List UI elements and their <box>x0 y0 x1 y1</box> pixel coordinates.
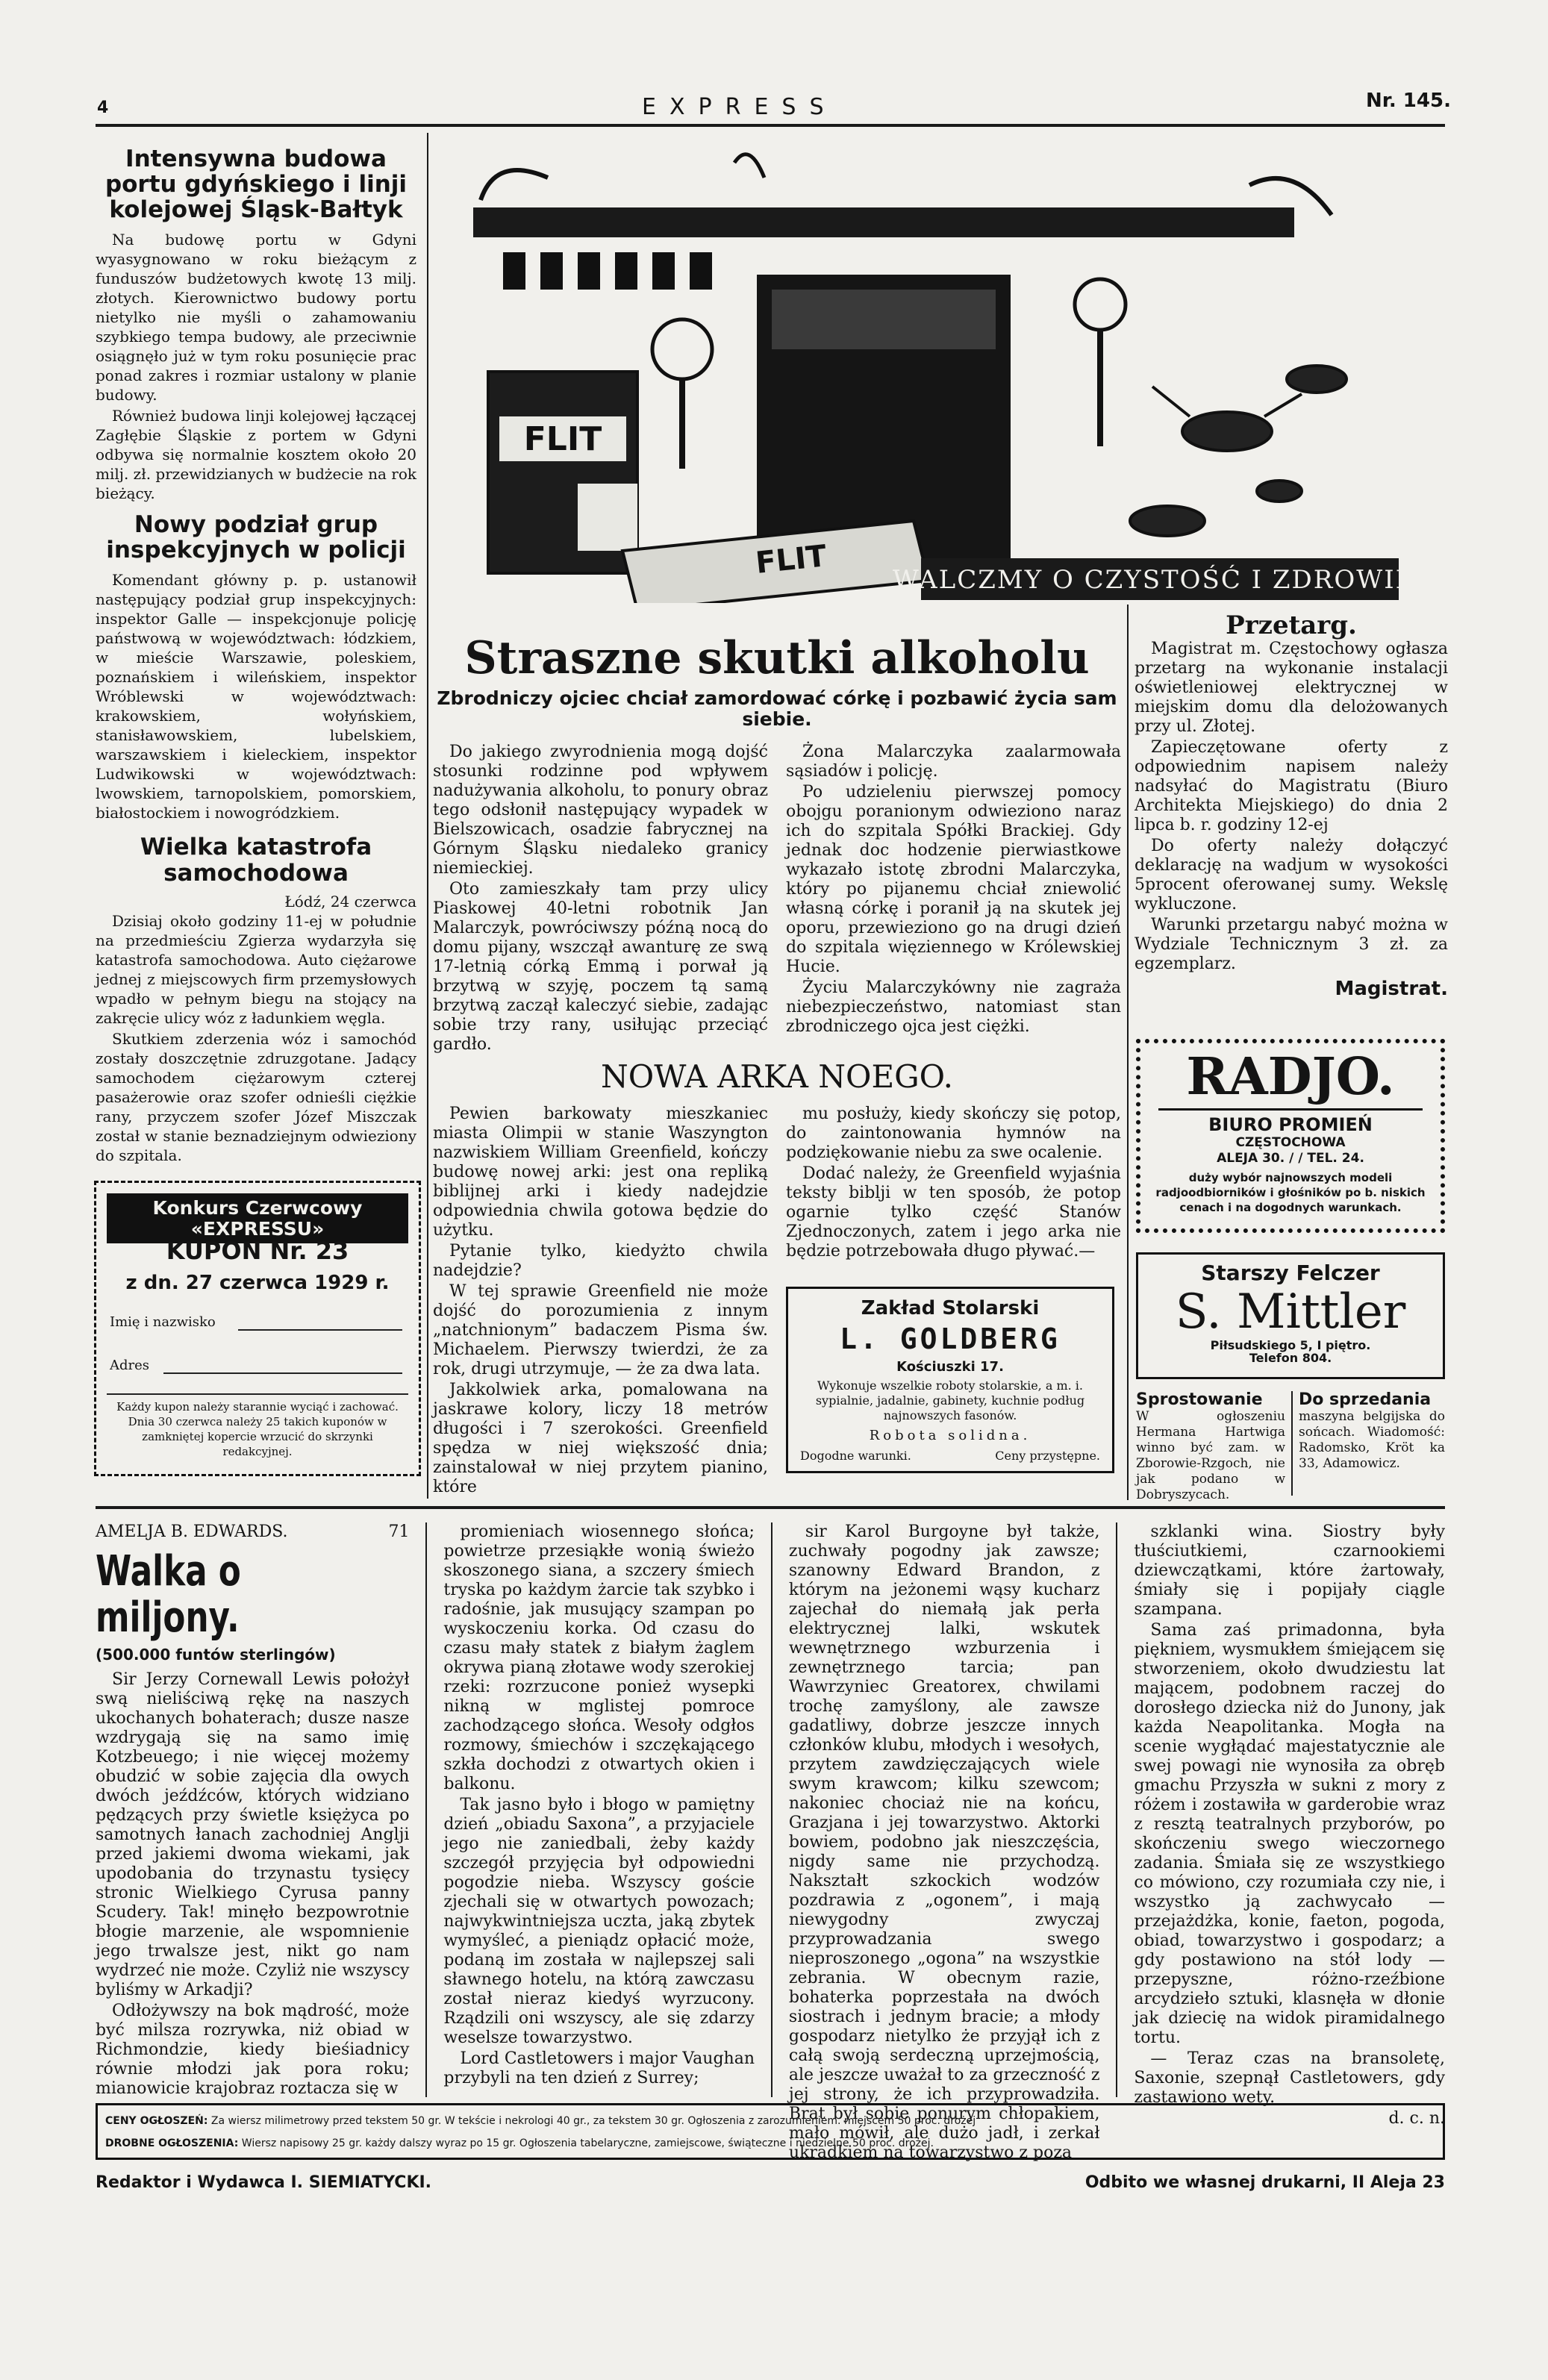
article-alcohol-subtitle: Zbrodniczy ojciec chciał zamordować córkę i pozbawić życia sam siebie. <box>437 687 1117 730</box>
coupon-address-label: Adres <box>110 1358 150 1373</box>
column-rule <box>427 133 428 1499</box>
paragraph: Pytanie tylko, kiedyżto chwila nadejdzie? <box>433 1242 768 1281</box>
flit-illustration <box>436 133 1406 603</box>
column-rule <box>1116 1522 1117 2097</box>
ad-felczer-address: Piłsudskiego 5, I piętro. <box>1210 1337 1371 1352</box>
article-crash-body <box>96 911 416 1165</box>
ad-radio-text: duży wybór najnowszych modeli radjoodbiorników i głośników po b. niskich cenach i na dogodnych warunkach. <box>1155 1170 1426 1214</box>
coupon-name-line[interactable] <box>238 1329 402 1331</box>
paragraph: Do jakiego zwyrodnienia mogą dojść stosunki rodzinne pod wpływem nadużywania alkoholu, to ponury obraz tego odsłonił następujący wypadek w Bielszowicach, osadzie fabrycznej na Górnym Śląsku niedaleko granicy niemieckiej. <box>433 743 768 878</box>
paragraph: Lord Castletowers i major Vaughan przybyli na ten dzień z Surrey; <box>443 2049 755 2087</box>
flit-slogan: WALCZMY O CZYSTOŚĆ I ZDROWIE! <box>892 565 1406 595</box>
article-alcohol <box>433 633 1121 1056</box>
paragraph: Po udzieleniu pierwszej pomocy obojgu poranionym odwieziono naraz ich do szpitala Spółki Brackiej. Gdy jednak doc hodzenie pierwiastkowe wykazało istotę zbrodni Malarczyka, który po pijanemu chciał zniewolić własną córkę i poranił ją na skutek jej oporu, przewieziono go na drugi dzień do szpitala więziennego w Królewskiej Hucie. <box>786 783 1121 976</box>
coupon-divider <box>107 1393 408 1395</box>
serial-col-1-text <box>96 1670 409 2099</box>
ad-carpentry-prices: Ceny przystępne. <box>995 1449 1100 1464</box>
column-rule <box>1291 1391 1293 1496</box>
ad-prices-label-1: CENY OGŁOSZEŃ: <box>105 2115 208 2127</box>
ad-carpentry <box>786 1287 1114 1473</box>
ad-felczer-phone: Telefon 804. <box>1249 1351 1332 1366</box>
ad-felczer-name: S. Mittler <box>1175 1284 1406 1340</box>
article-ark-title: NOWA ARKA NOEGO. <box>601 1058 953 1095</box>
paragraph: Odłożywszy na bok mądrość, może być milsza rozrywka, niż obiad w Richmondzie, kiedy bieśiadnicy równie młodzi jak pora roku; mianowicie krajobraz roztacza się w <box>96 2002 410 2099</box>
ad-carpentry-text: Wykonuje wszelkie roboty stolarskie, a m. i. sypialnie, jadalnie, gabinety, kuchnie podług najnowszych fasonów. <box>815 1378 1085 1423</box>
paragraph: Tak jasno było i błogo w pamiętny dzień „obiadu Saxona”, a przyjaciele jego nie zaniedbali, żeby każdy szczegół przyjęcia był odpowiedni pogodzie nieba. Wszyscy goście zjechali się w otwartych powozach; najwykwintniejsza uczta, jaką zbytek wymyśleć, a pieniądz opłacić może, podaną im została w najlepszej sali sławnego hotelu, na którą zawczasu został nieraz kiedyś wyrzucony. Rządzili oni wszyscy, ale się zdarzy weselsze towarzystwo. <box>443 1796 755 2047</box>
article-ark-col-b-wrap <box>786 1105 1121 1499</box>
coupon-address-line[interactable] <box>163 1372 402 1374</box>
article-ark-col-a <box>433 1105 768 1499</box>
ad-prices-text-2: Wiersz napisowy 25 gr. każdy dalszy wyraz po 15 gr. Ogłoszenia tabelaryczne, zamiejscowe, świąteczne i niedzielne 50 proc. drożej. <box>241 2137 934 2149</box>
footer-editor: Redaktor i Wydawca I. SIEMIATYCKI. <box>96 2173 432 2192</box>
article-crash-dateline: Łódź, 24 czerwca <box>284 892 416 911</box>
serial-part: 71 <box>388 1522 410 1541</box>
flit-advertisement <box>436 133 1406 603</box>
article-ark-col-b <box>786 1105 1121 1261</box>
serial-col-1 <box>96 1522 409 2097</box>
ad-prices-line-2 <box>105 2132 1435 2155</box>
paragraph: Warunki przetargu nabyć można w Wydziale Technicznym 3 zł. za egzemplarz. <box>1135 916 1448 974</box>
paragraph: — Teraz czas na bransoletę, Saxonie, szepnął Castletowers, gdy zastawiono wety. <box>1134 2049 1445 2107</box>
serial-subtitle: (500.000 funtów sterlingów) <box>96 1646 336 1664</box>
paragraph: Dzisiaj około godziny 11-ej w południe na przedmieściu Zgierza wydarzyła się katastrofa samochodowa. Auto ciężarowe jednej z miejscowych firm przemysłowych wpadło w pełnym biegu na stojący na zakręcie ulicy wóz z ładunkiem węgla. <box>96 911 416 1027</box>
notice-sale-text: maszyna belgijska do sońcach. Wiadomość: Radomsko, Kröt ka 33, Adamowicz. <box>1299 1409 1445 1472</box>
paragraph: Sama zaś primadonna, była piękniem, wysmukłem śmiejącem się stworzeniem, około dwudziestu lat mającem, podobnem raczej do dorosłego dziecka niż do Junony, jak każda Neapolitanka. Mogła na scenie wygłądać majestatycznie ale swej powagi nie wynosiła za obręb gmachu Przyszła w sukni z mory z różem i zostawiła w garderobie wraz z resztą teatralnych przyborów, po skończeniu swego wieczornego zadania. Śmiała się ze wszystkiego co mówiono, czy rozumiała czy nie, i wszystko ją zachwycało — przejażdżka, konie, faeton, pogoda, obiad, towarzystwo i gospodarz; a gdy postawiono na stół lody — przepyszne, różno-rzeźbione arcydzieło sztuki, klasnęła w dłonie jak dziecię na widok piramidalnego tortu. <box>1134 1621 1445 2047</box>
ad-radio-city: CZĘSTOCHOWA <box>1235 1135 1346 1151</box>
serial-col-4 <box>1134 1522 1445 2128</box>
ad-carpentry-name: L. GOLDBERG <box>840 1322 1061 1355</box>
paragraph: Życiu Malarczykówny nie zagraża niebezpieczeństwo, natomiast stan zbrodniczego ojca jest ciężki. <box>786 978 1121 1036</box>
paragraph: Oto zamieszkały tam przy ulicy Piaskowej 40-letni robotnik Jan Malarczyk, powróciwszy późną nocą do domu pijany, wszczął awanturę ze swą 17-letnią córką Emmą i porwał ją brzytwą w szyję, poczem tą samą brzytwą zaczął kaleczyć siebie, zadając sobie trzy rany, usiłując przeciąć gardło. <box>433 880 768 1054</box>
ad-carpentry-footer <box>800 1449 1100 1463</box>
paragraph: Pewien barkowaty mieszkaniec miasta Olimpii w stanie Waszyngton nazwiskiem William Greenfield, kończy budowę nowej arki: jest ona repliką biblijnej arki i kiedy nadejdzie odpowiednia chwila gotowa będzie do użytku. <box>433 1105 768 1240</box>
article-alcohol-col-a <box>433 743 768 1056</box>
ad-radio-office: BIURO PROMIEŃ <box>1208 1114 1373 1135</box>
paragraph: sir Karol Burgoyne był także, zuchwały pogodny jak zawsze; szanowny Edward Brandon, z którym na jeżonemi wąsy kucharz zajechał do niemałą jak perła elektrycznej lalki, wskutek wewnętrznego wzburzenia i zewnętrznego tarcia; pan Wawrzyniec Greatorex, chwilami trochę zamyślony, ale zawsze gadatliwy, dobrze jeszcze innych członków klubu, młodych i wesołych, przytem zawdzięczających wiele swym krawcom; kilku szewcom; nakoniec chociaż nie na końcu, Grazjana i jej towarzystwo. Aktorki bowiem, podobno jak nieszczęścia, nigdy same nie przychodzą. Nakształt szkockich wodzów pozdrawia z „ogonem”, i mają niewygodny zwyczaj przyprowadzania swego nieproszonego „ogona” na wszystkie zebrania. W obecnym razie, bohaterka poprzestała na dwóch siostrach i jednym bracie; a młody gospodarz nietylko że przyjął ich z całą swoją serdeczną uprzejmością, ale jeszcze uważał to za grzeczność z jej strony, że ich przyprowadziła. Brat był sobie ponurym chłopakiem, mało mówił, ale dużo jadł, i zerkał ukradkiem na towarzystwo z poza <box>788 1522 1100 2162</box>
article-port-body <box>96 230 416 503</box>
article-police-title: Nowy podział grup inspekcyjnych w policji <box>106 511 406 564</box>
article-alcohol-title: Straszne skutki alkoholu <box>464 632 1090 684</box>
flit-can-label: FLIT <box>523 420 602 458</box>
section-rule <box>96 1506 1445 1509</box>
article-alcohol-col-b <box>786 743 1121 1056</box>
coupon-name-label: Imię i nazwisko <box>110 1314 216 1330</box>
column-rule <box>771 1522 773 2097</box>
issue-number: Nr. 145. <box>1366 90 1451 112</box>
paragraph: Żona Malarczyka zaalarmowała sąsiadów i policję. <box>786 743 1121 781</box>
column-right <box>1135 612 1448 1000</box>
serial-author: AMELJA B. EDWARDS. <box>96 1522 288 1541</box>
ad-prices-text-1: Za wiersz milimetrowy przed tekstem 50 gr. W tekście i nekrologi 40 gr., za tekstem 30 gr. Ogłoszenia z zarozumieniem. miejscem 50 proc. drożej <box>210 2115 976 2127</box>
paragraph: Do oferty należy dołączyć deklarację na wadjum w wysokości 5procent oferowanej sumy. Wekslę wykluczone. <box>1135 837 1448 914</box>
ad-carpentry-address: Kościuszki 17. <box>896 1358 1004 1375</box>
serial-byline <box>96 1522 409 1541</box>
paragraph: Na budowę portu w Gdyni wyasygnowano w roku bieżącym z funduszów budżetowych kwotę 13 milj. złotych. Kierownictwo budowy portu nietylko nie myśli o zahamowaniu szybkiego tempa budowy, ale przeciwnie osiągnęło już w tym roku posunięcie prac ponad zakres i rozmiar ustalony w planie budowy. <box>96 231 416 405</box>
column-rule <box>425 1522 427 2097</box>
article-crash-title: Wielka katastrofa samochodowa <box>140 834 372 887</box>
paragraph: Komendant główny p. p. ustanowił następujący podział grup inspekcyjnych: inspektor Galle — inspekcjonuje policję państwową w województwach: łódzkiem, w mieście Warszawie, poleskiem, poznańskiem i wileńskiem, inspektor Wróblewski w województwach: krakowskiem, wołyńskiem, stanisławowskiem, lubelskiem, warszawskiem i kieleckiem, inspektor Ludwikowski w województwach: lwowskiem, tarnopolskiem, pomorskiem, białostockiem i nowogródzkiem. <box>96 571 416 822</box>
serial-continued: d. c. n. <box>1388 2109 1445 2128</box>
coupon-box[interactable] <box>94 1181 421 1476</box>
paragraph: Dodać należy, że Greenfield wyjaśnia teksty biblji w ten sposób, że potop ogarnie tylko część Stanów Zjednoczonych, zatem i jego arka nie będzie potrzebowała długo pływać.— <box>786 1164 1121 1261</box>
tender-title: Przetarg. <box>1226 610 1357 640</box>
page-number: 4 <box>97 99 109 117</box>
article-port-title: Intensywna budowa portu gdyńskiego i linji kolejowej Śląsk-Bałtyk <box>104 146 408 224</box>
paragraph: Magistrat m. Częstochowy ogłasza przetarg na wykonanie instalacji oświetleniowej elektrycznej w miejskim domu dla delożowanych przy ul. Złotej. <box>1135 640 1448 737</box>
flit-sprayer-label: FLIT <box>754 539 828 581</box>
coupon-number: KUPON Nr. 23 <box>166 1237 349 1265</box>
coupon-title: Konkurs Czerwcowy «EXPRESSU» <box>107 1193 408 1243</box>
coupon-date: z dn. 27 czerwca 1929 r. <box>125 1272 390 1294</box>
notice-sale-title: Do sprzedania <box>1299 1390 1432 1409</box>
masthead-rule <box>96 124 1445 127</box>
ad-carpentry-terms: Dogodne warunki. <box>800 1449 911 1464</box>
ad-carpentry-title: Zakład Stolarski <box>861 1297 1040 1320</box>
ad-felczer <box>1136 1252 1445 1379</box>
tender-body <box>1135 640 1448 974</box>
paragraph: Również budowa linji kolejowej łączącej Zagłębie Śląskie z portem w Gdyni odbywa się normalnie kosztem około 20 milj. zł. przewidzianych w budżecie na rok bieżący. <box>96 407 416 503</box>
ad-radio-address: ALEJA 30. / / TEL. 24. <box>1217 1150 1364 1166</box>
notice-correction <box>1136 1391 1285 1503</box>
paragraph: Sir Jerzy Cornewall Lewis położył swą nieliściwą rękę na naszych ukochanych bohaterach; dusze nasze wzdrygają się na samo imię Kotzbeuego; i nie więcej możemy obudzić w sobie zajęcia dla owych dwóch jeźdźców, których widziano pędzących przy świetle księżyca po samotnych łanach zachodniej Anglji przed jakiemi dwoma wiekami, jak upodobania do trzynastu tysięcy stronic Wielkiego Cyrusa panny Scudery. Tak! minęło bezpowrotnie błogie marzenie, ale wspomnienie jego trwalsze jest, nikt go nam wydrzeć nie może. Czyliż nie wszyscy byliśmy w Arkadji? <box>96 1670 410 2000</box>
serial-col-2 <box>443 1522 755 2097</box>
paragraph: W tej sprawie Greenfield nie może dojść do porozumienia z innym „natchnionym” badaczem Pisma św. Michaelem. Pierwszy twierdzi, że za rok, drugi utrzymuje, — że za dwa lata. <box>433 1282 768 1379</box>
paragraph: Zapieczętowane oferty z odpowiednim napisem należy nadsyłać do Magistratu (Biuro Architekta Miejskiego) do dnia 2 lipca b. r. godziny 12-ej <box>1135 738 1448 835</box>
notice-correction-title: Sprostowanie <box>1136 1390 1263 1409</box>
ad-radio-title: RADJO. <box>1186 1047 1395 1107</box>
column-left <box>96 137 416 1166</box>
ad-prices-box <box>96 2103 1445 2160</box>
paragraph: mu posłuży, kiedy skończy się potop, do zaintonowania hymnów na podziękowanie niebu za swe ocalenie. <box>786 1105 1121 1163</box>
ad-prices-label-2: DROBNE OGŁOSZENIA: <box>105 2137 239 2149</box>
masthead-title: EXPRESS <box>642 94 837 120</box>
ad-felczer-title: Starszy Felczer <box>1201 1261 1380 1285</box>
paragraph: Skutkiem zderzenia wóz i samochód zostały doszczętnie zdruzgotane. Jadący samochodem ciężarowym czterej pasażerowie oraz szofer odnieśli ciężkie rany, przyczem szofer Józef Miszczak został w stanie beznadziejnym odwieziony do szpitala. <box>96 1029 416 1164</box>
ad-carpentry-motto: Robota solidna. <box>869 1428 1032 1444</box>
article-police-body <box>96 570 416 822</box>
column-rule <box>1127 605 1129 1500</box>
notice-correction-text: W ogłoszeniu Hermana Hartwiga winno być zam. w Zborowie-Rzgoch, nie jak podano w Dobryszycach. <box>1136 1409 1285 1503</box>
paragraph: szklanki wina. Siostry były tłuściutkiemi, czarnookiemi dziewczątkami, które żartowały, śmiały się i popijały ciągle szampana. <box>1134 1522 1445 1619</box>
serial-col-3 <box>788 1522 1100 2162</box>
paragraph: Jakkolwiek arka, pomalowana na jaskrawe kolory, liczy 18 metrów długości i 7 szerokości. Greenfield spędza w niej większość dnia; zainstalował w niej przytem pianino, które <box>433 1381 768 1497</box>
ad-prices-line-1 <box>105 2110 1435 2132</box>
serial-title: Walka o miljony. <box>96 1547 241 1642</box>
ad-radio <box>1136 1039 1445 1233</box>
coupon-note: Każdy kupon należy starannie wyciąć i zachować. Dnia 30 czerwca należy 25 takich kuponów w zamkniętej kopercie wrzucić do skrzynki redakcyjnej. <box>116 1400 399 1458</box>
article-ark <box>433 1060 1121 1499</box>
tender-signature: Magistrat. <box>1335 978 1448 1001</box>
notice-sale <box>1299 1391 1445 1472</box>
footer-printer: Odbito we własnej drukarni, II Aleja 23 <box>1084 2173 1445 2192</box>
paragraph: promieniach wiosennego słońca; powietrze przesiąkłe wonią świeżo skoszonego siana, a szczery śmiech tryska po każdym żarcie tak szybko i radośnie, jak musujący szampan po wyskoczeniu korka. Od czasu do czasu mały statek z białym żaglem okrywa pianą złotawe wody szerokiej rzeki: rozrzucone ponież wysepki nikną w mglistej pomroce zachodzącego słońca. Wesoły odgłos rozmowy, śmiechów i szczękającego szkła dochodzi z otwartych okien i balkonu. <box>443 1522 755 1793</box>
